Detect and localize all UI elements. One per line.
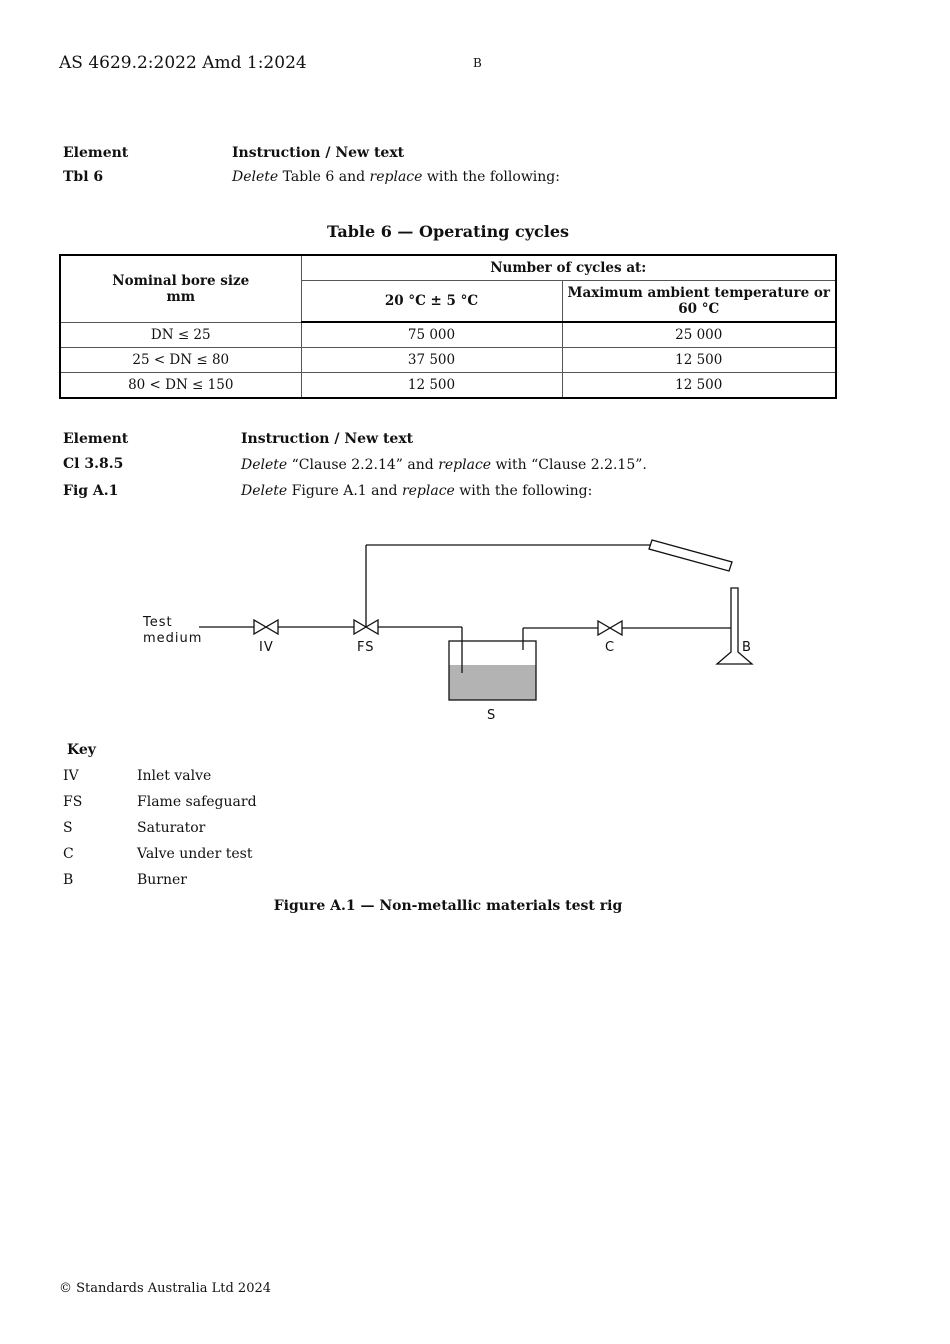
table-caption: Table 6 — Operating cycles <box>326 222 570 241</box>
delete-word: Delete <box>241 483 288 499</box>
replace-word: replace <box>401 483 455 499</box>
instruction-heading: Instruction / New text <box>241 431 414 447</box>
instruction-text: “Clause 2.2.14” and <box>287 457 439 473</box>
cell-cycles-max: 25 000 <box>562 322 836 348</box>
key-code: FS <box>63 794 83 810</box>
label-test: Test <box>143 615 173 630</box>
key-code: S <box>63 820 73 836</box>
cell-cycles-20c: 75 000 <box>301 322 562 348</box>
key-title: Key <box>67 742 96 758</box>
instruction-text: with the following: <box>422 169 560 185</box>
element-cl385: Cl 3.8.5 <box>63 456 124 472</box>
copyright: © Standards Australia Ltd 2024 <box>59 1281 272 1296</box>
key-desc: Valve under test <box>137 846 253 862</box>
key-desc: Inlet valve <box>137 768 212 784</box>
header-max-ambient: Maximum ambient temperature or 60 °C <box>562 281 836 323</box>
label-iv: IV <box>259 640 274 655</box>
key-code: C <box>63 846 74 862</box>
cell-cycles-max: 12 500 <box>562 373 836 399</box>
cell-cycles-20c: 12 500 <box>301 373 562 399</box>
key-desc: Burner <box>137 872 187 888</box>
header-nominal-line1: Nominal bore size <box>112 272 250 289</box>
cell-size: 25 < DN ≤ 80 <box>60 348 301 373</box>
cell-size: 80 < DN ≤ 150 <box>60 373 301 399</box>
label-b: B <box>742 640 752 655</box>
element-tbl6: Tbl 6 <box>63 169 104 185</box>
figure-caption: Figure A.1 — Non-metallic materials test rig <box>273 898 623 914</box>
header-nominal-line2: mm <box>166 288 196 305</box>
cell-cycles-20c: 37 500 <box>301 348 562 373</box>
element-figa1: Fig A.1 <box>63 483 119 499</box>
delete-word: Delete <box>241 457 288 473</box>
cell-cycles-max: 12 500 <box>562 348 836 373</box>
inlet-valve-icon <box>254 620 278 634</box>
element-heading: Element <box>63 431 129 447</box>
instruction-heading: Instruction / New text <box>232 145 405 161</box>
label-fs: FS <box>357 640 375 655</box>
label-c: C <box>605 640 616 655</box>
instruction-text: Figure A.1 and <box>287 483 402 499</box>
label-s: S <box>487 708 497 723</box>
header-20c: 20 °C ± 5 °C <box>301 281 562 323</box>
key-desc: Flame safeguard <box>137 794 257 810</box>
element-heading: Element <box>63 145 129 161</box>
instruction-text: Table 6 and <box>278 169 370 185</box>
page-letter: B <box>473 56 482 70</box>
key-code: IV <box>63 768 79 784</box>
instruction-text: with “Clause 2.2.15”. <box>491 457 647 473</box>
header-number-of-cycles: Number of cycles at: <box>301 255 836 281</box>
replace-word: replace <box>438 457 492 473</box>
cell-size: DN ≤ 25 <box>60 322 301 348</box>
delete-word: Delete <box>232 169 279 185</box>
glass-tube-icon <box>649 540 732 571</box>
document-id: AS 4629.2:2022 Amd 1:2024 <box>59 53 307 73</box>
valve-under-test-icon <box>598 621 622 635</box>
instruction-text: with the following: <box>454 483 593 499</box>
replace-word: replace <box>369 169 423 185</box>
key-desc: Saturator <box>137 820 206 836</box>
key-code: B <box>63 872 74 888</box>
label-medium: medium <box>143 631 203 646</box>
